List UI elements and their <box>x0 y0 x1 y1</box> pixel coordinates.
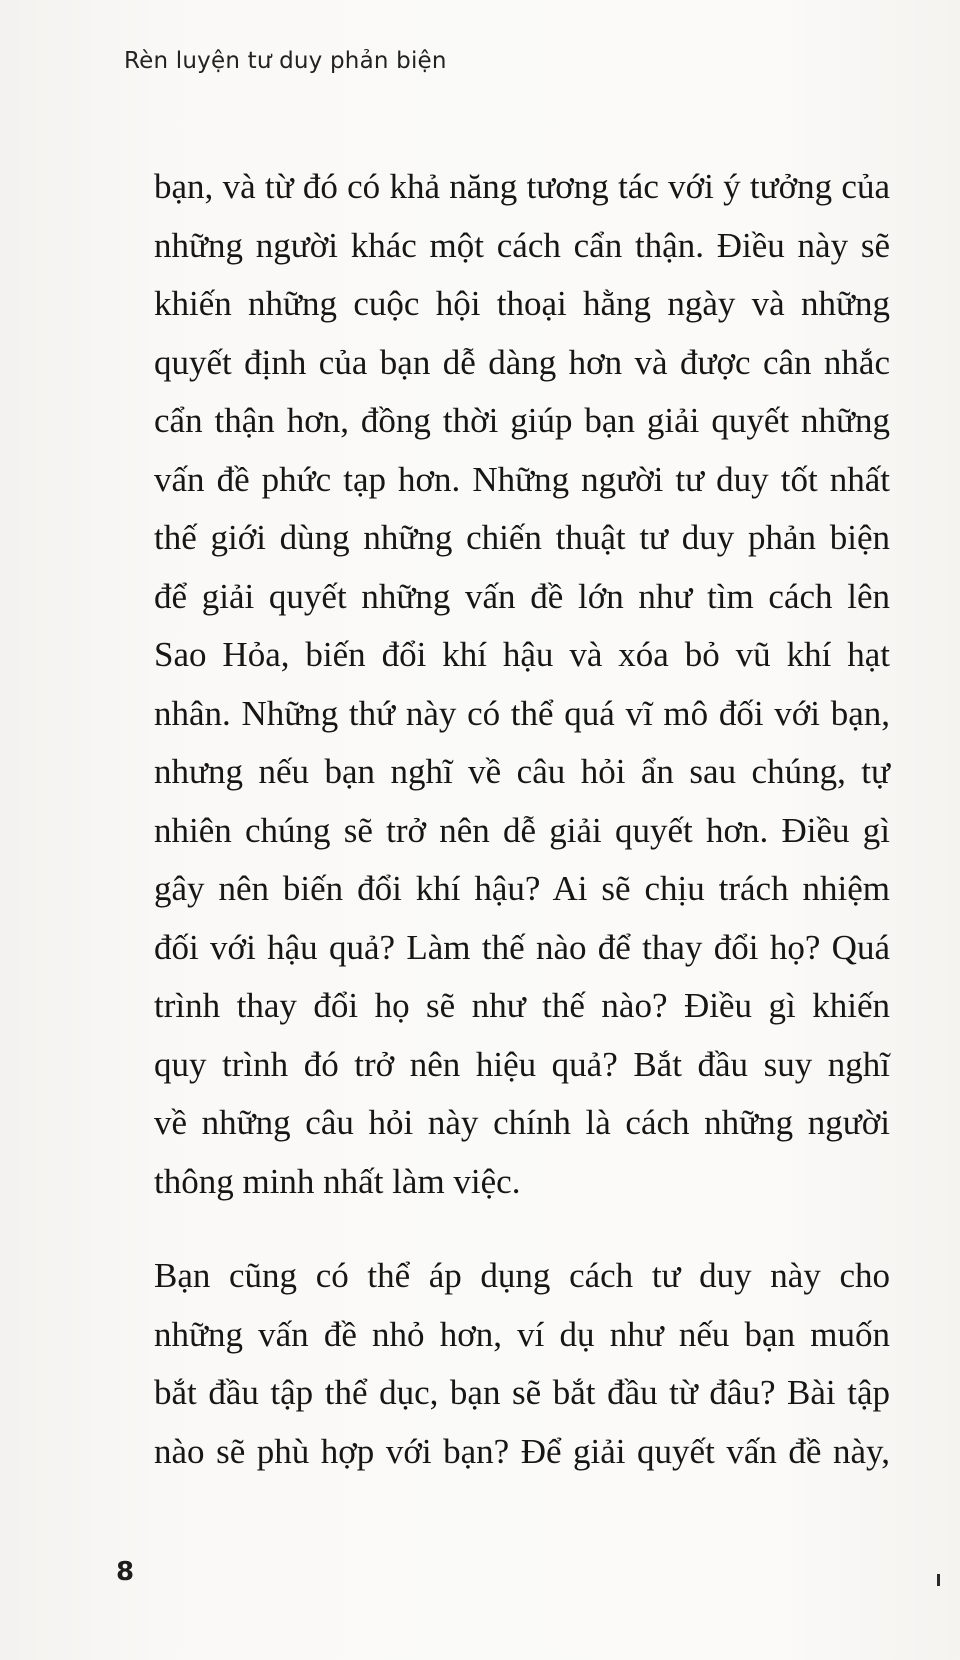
text-line: nào sẽ phù hợp với bạn? Để giải quyết vấn đề này, <box>154 1431 890 1471</box>
text-line: nhiên chúng sẽ trở nên dễ giải quyết hơn. Điều gì <box>154 810 890 850</box>
page-edge-mark <box>937 1574 940 1586</box>
running-header: Rèn luyện tư duy phản biện <box>124 48 447 74</box>
text-line: về những câu hỏi này chính là cách những người <box>154 1103 890 1142</box>
text-line: gây nên biến đổi khí hậu? Ai sẽ chịu trách nhiệm <box>154 869 890 908</box>
text-line: những vấn đề nhỏ hơn, ví dụ như nếu bạn muốn <box>154 1314 890 1354</box>
text-line: cẩn thận hơn, đồng thời giúp bạn giải quyết những <box>154 401 891 440</box>
text-line: trình thay đổi họ sẽ như thế nào? Điều gì khiến <box>154 986 890 1025</box>
paragraph-1 <box>154 158 890 1211</box>
text-line: Sao Hỏa, biến đổi khí hậu và xóa bỏ vũ khí hạt <box>154 635 890 674</box>
text-line: quyết định của bạn dễ dàng hơn và được cân nhắc <box>154 342 890 382</box>
text-line: vấn đề phức tạp hơn. Những người tư duy tốt nhất <box>154 459 890 499</box>
page-number: 8 <box>116 1557 135 1587</box>
text-line: thông minh nhất làm việc. <box>154 1161 521 1201</box>
text-line: đối với hậu quả? Làm thế nào để thay đổi họ? Quá <box>154 927 890 967</box>
text-line: bắt đầu tập thể dục, bạn sẽ bắt đầu từ đâu? Bài tập <box>154 1373 890 1412</box>
text-line: khiến những cuộc hội thoại hằng ngày và những <box>154 284 890 323</box>
text-line: nhân. Những thứ này có thể quá vĩ mô đối với bạn, <box>154 693 890 733</box>
paragraph-2 <box>154 1247 890 1481</box>
text-line: những người khác một cách cẩn thận. Điều này sẽ <box>154 225 890 265</box>
body-text <box>154 158 890 1481</box>
text-line: Bạn cũng có thể áp dụng cách tư duy này cho <box>154 1256 890 1295</box>
text-line: nhưng nếu bạn nghĩ về câu hỏi ẩn sau chúng, tự <box>154 752 890 791</box>
text-line: bạn, và từ đó có khả năng tương tác với ý tưởng của <box>154 167 890 206</box>
text-line: thế giới dùng những chiến thuật tư duy phản biện <box>154 518 890 557</box>
text-line: quy trình đó trở nên hiệu quả? Bắt đầu suy nghĩ <box>154 1044 890 1084</box>
text-line: để giải quyết những vấn đề lớn như tìm cách lên <box>154 576 890 616</box>
